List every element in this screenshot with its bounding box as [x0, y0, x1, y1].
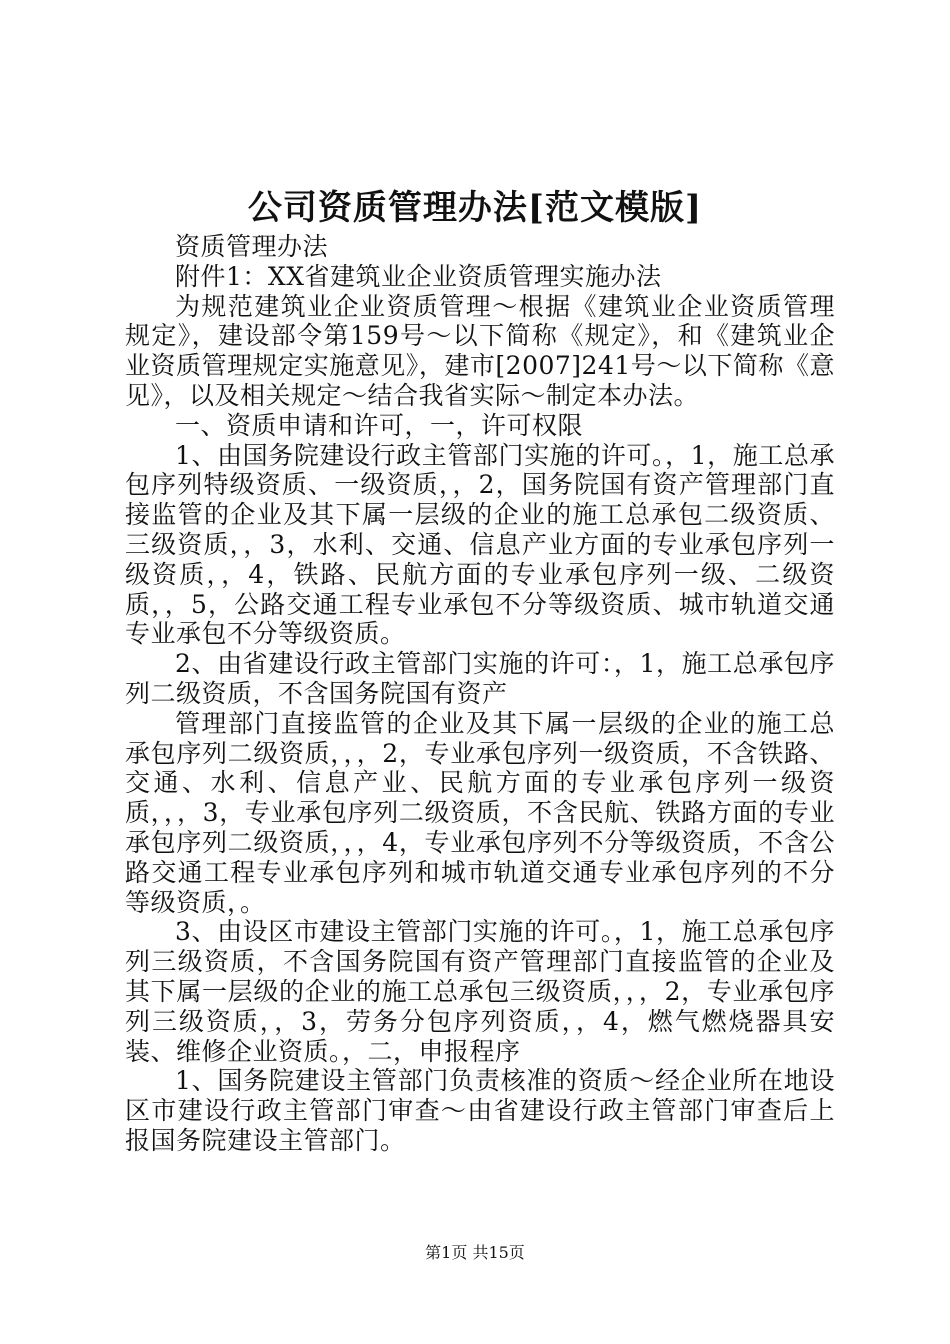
- paragraph-procedure-1: 1、国务院建设主管部门负责核准的资质～经企业所在地设区市建设行政主管部门审查～由省建设行政主管部门审查后上报国务院建设主管部门。: [125, 1066, 835, 1155]
- document-title: 公司资质管理办法[范文模版]: [247, 188, 703, 228]
- paragraph-item-3: 3、由设区市建设主管部门实施的许可。，1，施工总承包序列三级资质，不含国务院国有资产管理部门直接监管的企业及其下属一层级的企业的施工总承包三级资质，，，2，专业承包序列三级资质，，3，劳务分包序列资质，，4，燃气燃烧器具安装、维修企业资质。，二，申报程序: [125, 917, 835, 1066]
- page-footer: 第1页 共15页: [425, 1243, 525, 1262]
- paragraph-preamble: 为规范建筑业企业资质管理～根据《建筑业企业资质管理规定》，建设部令第159号～以下简称《规定》，和《建筑业企业资质管理规定实施意见》，建市[2007]241号～以下简称《意见》，以及相关规定～结合我省实际～制定本办法。: [125, 291, 835, 410]
- paragraph-item-2: 2、由省建设行政主管部门实施的许可：，1，施工总承包序列二级资质，不含国务院国有资产: [125, 649, 835, 708]
- document-body: [125, 232, 835, 1156]
- paragraph-section-heading: 一、资质申请和许可，一，许可权限: [175, 410, 584, 440]
- paragraph-attachment: 附件1：XX省建筑业企业资质管理实施办法: [175, 261, 662, 291]
- paragraph-subtitle: 资质管理办法: [175, 232, 329, 261]
- paragraph-item-1: 1、由国务院建设行政主管部门实施的许可。，1，施工总承包序列特级资质、一级资质，，2，国务院国有资产管理部门直接监管的企业及其下属一层级的企业的施工总承包二级资质、三级资质，，3，水利、交通、信息产业方面的专业承包序列一级资质，，4，铁路、民航方面的专业承包序列一级、二级资质，，5，公路交通工程专业承包不分等级资质、城市轨道交通专业承包不分等级资质。: [125, 440, 835, 649]
- paragraph-item-2-continued: 管理部门直接监管的企业及其下属一层级的企业的施工总承包序列二级资质，，，2，专业承包序列一级资质，不含铁路、交通、水利、信息产业、民航方面的专业承包序列一级资质，，，3，专业承包序列二级资质，不含民航、铁路方面的专业承包序列二级资质，，，4，专业承包序列不分等级资质，不含公路交通工程专业承包序列和城市轨道交通专业承包序列的不分等级资质，。: [125, 708, 835, 917]
